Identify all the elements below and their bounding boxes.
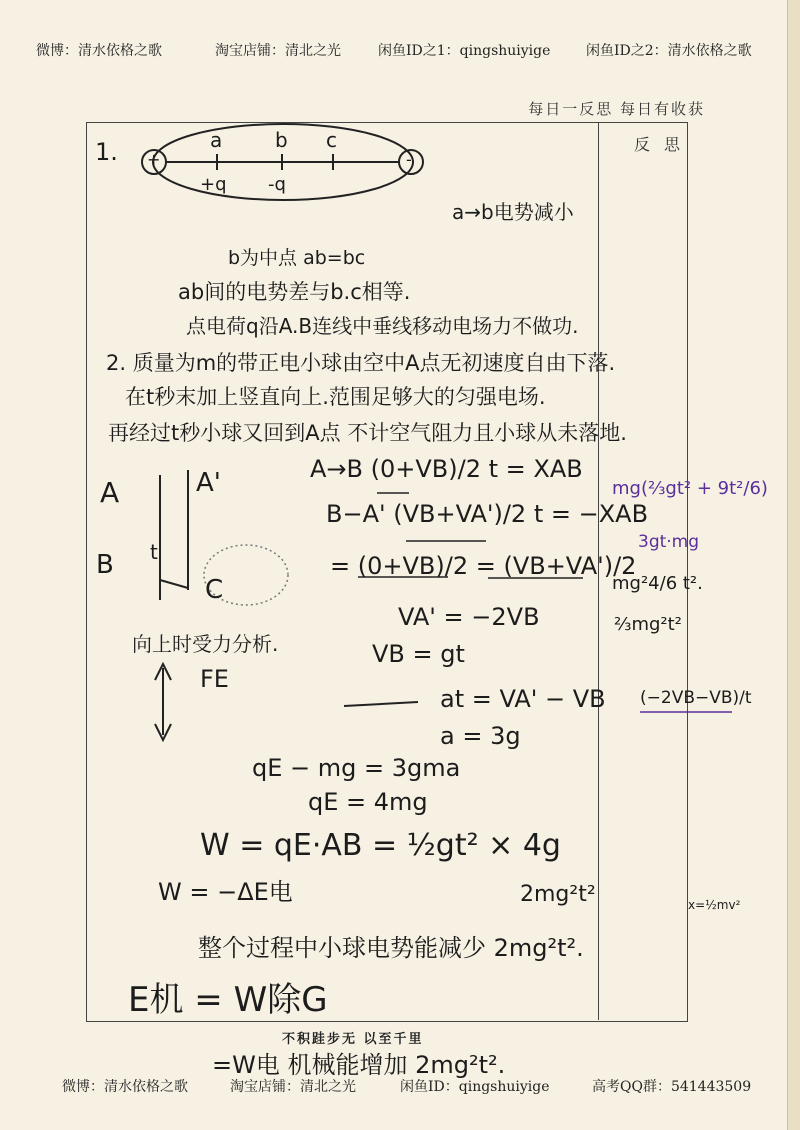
charge-minus-q: -q xyxy=(268,174,286,195)
eq-2mg: 2mg²t² xyxy=(520,882,596,907)
q2-line3: 再经过t秒小球又回到A点 不计空气阻力且小球从未落地. xyxy=(108,421,627,445)
header-xianyu1: 闲鱼ID之1：qingshuiyige xyxy=(378,43,551,59)
eq-qe-mg: qE − mg = 3gma xyxy=(252,754,461,782)
header-taobao: 淘宝店铺：清北之光 xyxy=(215,43,341,59)
footer-xianyu: 闲鱼ID：qingshuiyige xyxy=(400,1079,550,1095)
q1-line2: ab间的电势差与b.c相等. xyxy=(178,280,411,304)
force-analysis-title: 向上时受力分析. xyxy=(132,632,279,656)
side-note-5: (−2VB−VB)/t xyxy=(640,688,752,708)
side-note-3: mg²4/6 t². xyxy=(612,573,703,594)
side-note-1: mg(⅔gt² + 9t²/6) xyxy=(612,478,768,499)
label-a: a xyxy=(210,128,223,152)
minus-sign: - xyxy=(406,150,412,169)
charge-plus-q: +q xyxy=(200,174,227,195)
plus-sign: + xyxy=(147,150,161,169)
footer-taobao: 淘宝店铺：清北之光 xyxy=(230,1079,356,1095)
diagram-t: t xyxy=(150,540,158,564)
eq-qe: qE = 4mg xyxy=(308,788,428,816)
eq-va: VA' = −2VB xyxy=(398,603,540,631)
q1-potential-note: a→b电势减小 xyxy=(452,200,574,224)
eq-ab: A→B (0+VB)/2 t = XAB xyxy=(310,455,583,483)
q2-line2: 在t秒末加上竖直向上.范围足够大的匀强电场. xyxy=(125,385,546,409)
footer-weibo: 微博：清水依格之歌 xyxy=(62,1079,188,1095)
conclusion-line: 整个过程中小球电势能减少 2mg²t². xyxy=(198,934,584,962)
eq-ba: B−A' (VB+VA')/2 t = −XAB xyxy=(326,500,649,528)
side-note-6: x=½mv² xyxy=(688,898,741,912)
diagram-B: B xyxy=(96,550,114,580)
q2-line1: 2. 质量为m的带正电小球由空中A点无初速度自由下落. xyxy=(106,351,616,375)
header-xianyu2: 闲鱼ID之2：清水依格之歌 xyxy=(586,43,752,59)
eq-a: a = 3g xyxy=(440,722,521,750)
eq-equal: = (0+VB)/2 = (VB+VA')/2 xyxy=(330,552,637,580)
eq-vb: VB = gt xyxy=(372,640,465,668)
q1-line3: 点电荷q沿A.B连线中垂线移动电场力不做功. xyxy=(186,314,579,338)
footer-motto: 不积跬步无 以至千里 xyxy=(282,1032,424,1047)
force-FE: FE xyxy=(200,665,229,693)
eq-final: =W电 机械能增加 2mg²t². xyxy=(212,1051,506,1079)
footer-qq: 高考QQ群：541443509 xyxy=(592,1079,752,1095)
q1-midpoint: b为中点 ab=bc xyxy=(228,247,366,269)
label-b: b xyxy=(275,128,288,152)
eq-work: W = qE·AB = ½gt² × 4g xyxy=(200,828,561,863)
eq-w-delta: W = −ΔE电 xyxy=(158,878,293,906)
diagram-C: C xyxy=(205,575,224,605)
turn-path xyxy=(160,580,188,588)
strike-arrow xyxy=(344,702,418,706)
diagram-A-prime: A' xyxy=(196,468,221,498)
daily-motto: 每日一反思 每日有收获 xyxy=(528,100,705,118)
eq-e-mech: E机 = W除G xyxy=(128,980,328,1020)
reflection-header: 反思 xyxy=(634,135,695,154)
diagram-A: A xyxy=(100,476,120,509)
label-c: c xyxy=(326,128,337,152)
side-note-4: ⅔mg²t² xyxy=(614,614,682,635)
header-weibo: 微博：清水依格之歌 xyxy=(36,43,162,59)
eq-at: at = VA' − VB xyxy=(440,685,606,713)
q1-number: 1. xyxy=(95,138,118,166)
side-note-2: 3gt·mg xyxy=(638,532,700,552)
